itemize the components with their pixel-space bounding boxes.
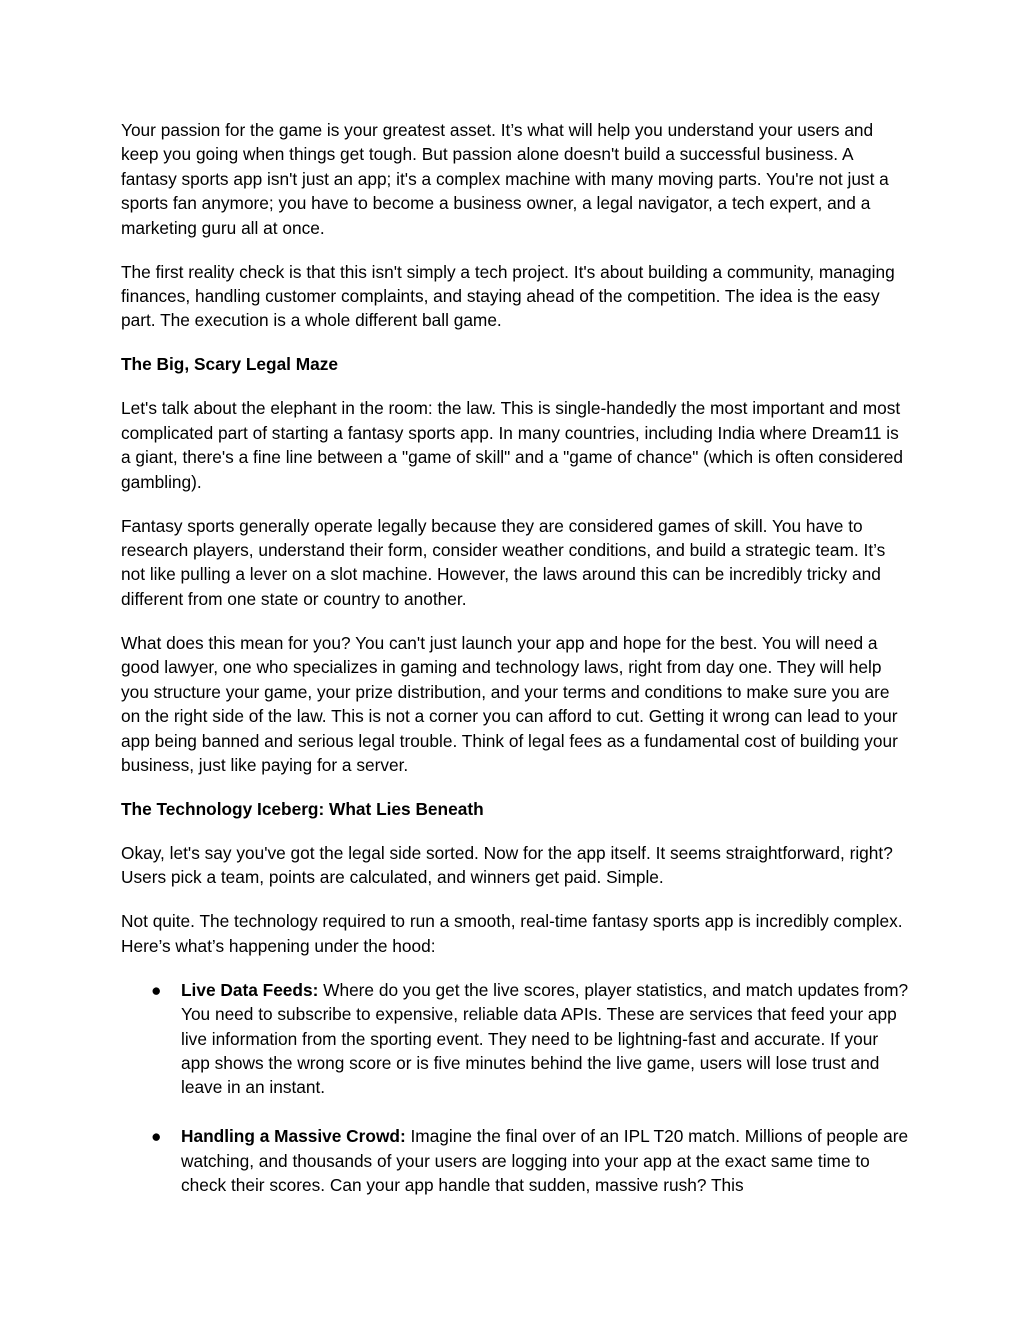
tech-bullet-list xyxy=(121,978,909,1198)
legal-paragraph-2: Fantasy sports generally operate legally because they are considered games of skill. You have to research players, understand their form, consider weather conditions, and build a strategic team. It’s not like pulling a lever on a slot machine. However, the laws around this can be incredibly tricky and different from one state or country to another. xyxy=(121,515,886,609)
legal-paragraph-3: What does this mean for you? You can't just launch your app and hope for the best. You will need a good lawyer, one who specializes in gaming and technology laws, right from day one. They will help you structure your game, your prize distribution, and your terms and conditions to make sure you are on the right side of the law. This is not a corner you can afford to cut. Getting it wrong can lead to your app being banned and serious legal trouble. Think of legal fees as a fundamental cost of building your business, just like paying for a server. xyxy=(121,632,898,775)
legal-section-heading: The Big, Scary Legal Maze xyxy=(121,354,339,375)
intro-paragraph-2: The first reality check is that this isn't simply a tech project. It's about building a community, managing finances, handling customer complaints, and staying ahead of the competition. The idea is the easy part. The execution is a whole different ball game. xyxy=(121,261,895,331)
list-item xyxy=(121,978,909,1100)
bullet-text: Where do you get the live scores, player statistics, and match updates from? You need to subscribe to expensive, reliable data APIs. These are services that feed your app live information from the sporting event. They need to be lightning-fast and accurate. If your app shows the wrong score or is five minutes behind the live game, users will lose trust and leave in an instant. xyxy=(181,979,909,1098)
intro-paragraph-1: Your passion for the game is your greatest asset. It’s what will help you understand your users and keep you going when things get tough. But passion alone doesn't build a successful business. A fantasy sports app isn't just an app; it's a complex machine with many moving parts. You're not just a sports fan anymore; you have to become a business owner, a legal navigator, a tech expert, and a marketing guru all at once. xyxy=(121,120,889,238)
bullet-icon: ● xyxy=(151,979,162,1000)
legal-paragraph-1: Let's talk about the elephant in the room: the law. This is single-handedly the most important and most complicated part of starting a fantasy sports app. In many countries, including India where Dream11 is a giant, there's a fine line between a "game of skill" and a "game of chance" (which is often considered gambling). xyxy=(121,398,903,492)
list-item xyxy=(121,1124,909,1197)
tech-paragraph-1: Okay, let's say you've got the legal side sorted. Now for the app itself. It seems straightforward, right? Users pick a team, points are calculated, and winners get paid. Simple. xyxy=(121,842,893,888)
bullet-text: Imagine the final over of an IPL T20 match. Millions of people are watching, and thousands of your users are logging into your app at the exact same time to check their scores. Can your app handle that sudden, massive rush? This xyxy=(181,1126,909,1195)
bullet-icon: ● xyxy=(151,1126,162,1147)
tech-paragraph-2: Not quite. The technology required to run a smooth, real-time fantasy sports app is incredibly complex. Here’s what’s happening under the hood: xyxy=(121,911,903,956)
bullet-lead: Live Data Feeds: xyxy=(181,979,319,1000)
document-page xyxy=(121,118,909,1222)
bullet-lead: Handling a Massive Crowd: xyxy=(181,1126,406,1147)
tech-section-heading: The Technology Iceberg: What Lies Beneath xyxy=(121,798,484,819)
